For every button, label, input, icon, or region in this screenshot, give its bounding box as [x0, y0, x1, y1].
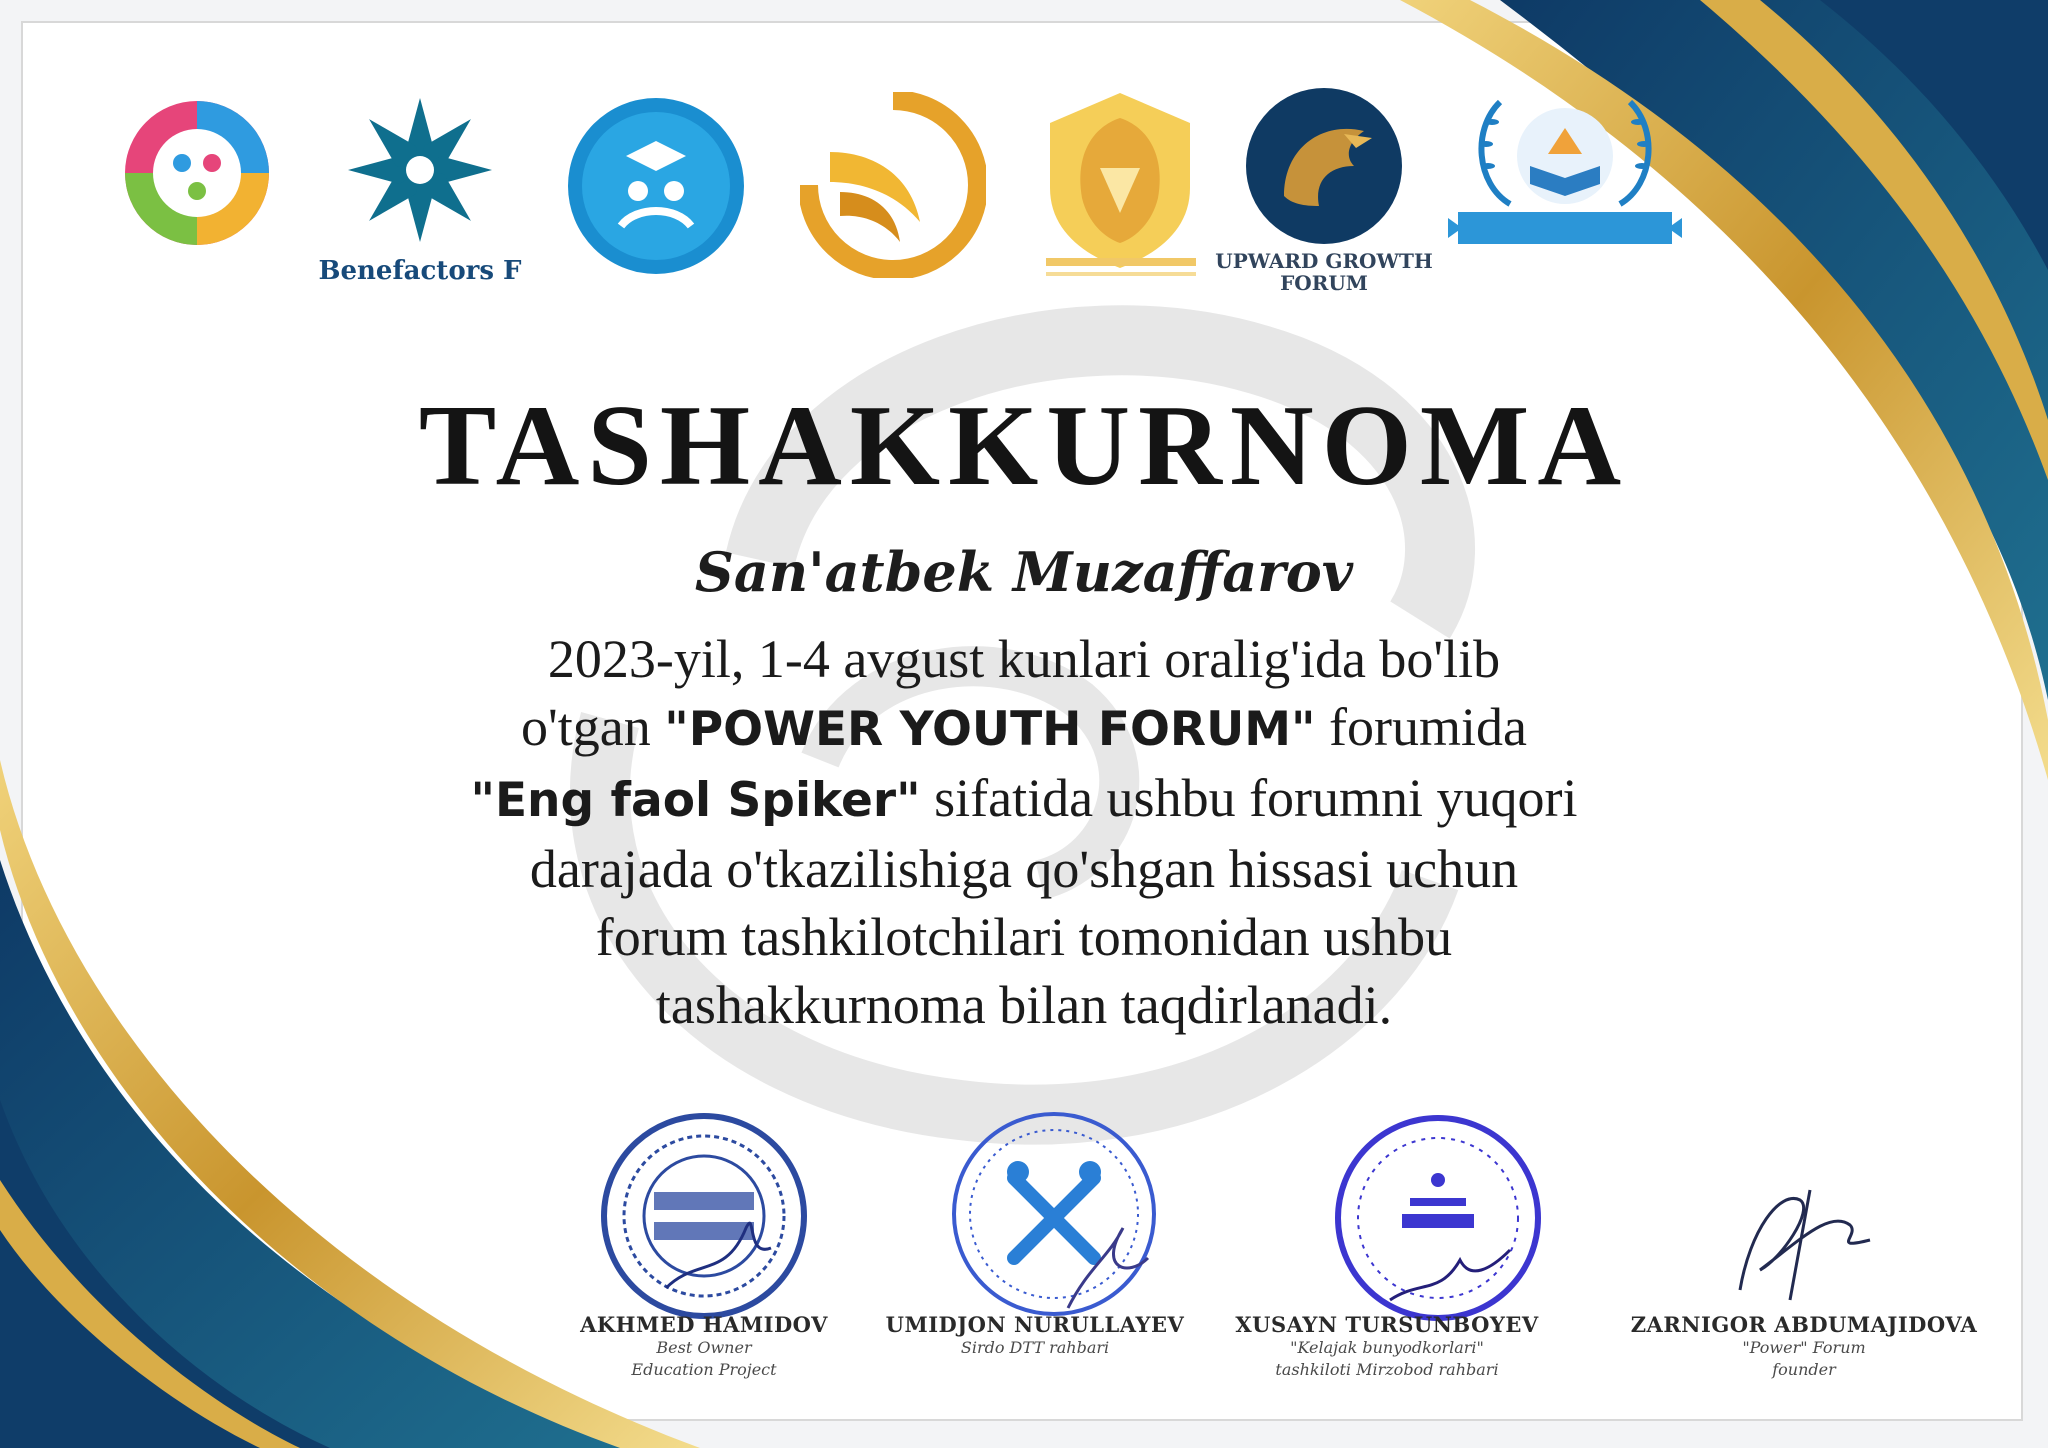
signatory-4-name: ZARNIGOR ABDUMAJIDOVA	[1630, 1312, 1978, 1337]
award-title: "Eng faol Spiker"	[470, 773, 921, 828]
body-line-5: forum tashkilotchilari tomonidan ushbu	[595, 907, 1453, 967]
eagle-circle-logo	[1244, 86, 1404, 246]
colorful-people-circle-logo	[112, 88, 282, 258]
teal-star-people-logo	[338, 88, 502, 252]
signatory-2-name: UMIDJON NURULLAYEV	[885, 1312, 1185, 1337]
body-line-4: darajada o'tkazilishiga qo'shgan hissasi uchun	[529, 839, 1519, 899]
signatory-3-name: XUSAYN TURSUNBOYEV	[1235, 1312, 1539, 1337]
stamp-seal-2	[948, 1108, 1160, 1320]
body-line-1: 2023-yil, 1-4 avgust kunlari oralig'ida bo'lib	[547, 629, 1501, 689]
body-line-3	[300, 764, 1748, 835]
gold-lion-underline-thin	[1046, 272, 1196, 276]
certificate-title: TASHAKKURNOMA	[418, 382, 1630, 510]
forum-name: "POWER YOUTH FORUM"	[664, 702, 1316, 757]
body-line-2	[300, 693, 1748, 764]
signatory-4	[1614, 1312, 1994, 1381]
signatory-1-role-line-1: Best Owner	[656, 1338, 752, 1357]
signatory-4-role-line-1: "Power" Forum	[1742, 1338, 1866, 1357]
gold-lion-logo	[1040, 88, 1200, 278]
laurel-book-logo	[1448, 84, 1682, 254]
blue-circle-figures-logo	[566, 96, 746, 276]
logo-caption-upward-growth: UPWARD GROWTH FORUM	[1215, 249, 1433, 295]
signatory-1-name: AKHMED HAMIDOV	[580, 1312, 828, 1337]
logo-caption-benefactors: Benefactors F	[318, 256, 522, 286]
certificate-body	[300, 625, 1748, 1039]
signatory-1	[514, 1312, 894, 1381]
signatory-3	[1197, 1312, 1577, 1381]
body-line-6: tashakkurnoma bilan taqdirlanadi.	[655, 975, 1393, 1035]
signatory-2	[845, 1312, 1225, 1359]
gold-swoosh-logo	[800, 92, 986, 278]
signatory-2-role-line-1: Sirdo DTT rahbari	[960, 1338, 1110, 1357]
signatory-1-role-line-2: Education Project	[631, 1360, 777, 1379]
signatory-3-role-line-2: tashkiloti Mirzobod rahbari	[1275, 1360, 1499, 1379]
signatory-3-role-line-1: "Kelajak bunyodkorlari"	[1290, 1338, 1484, 1357]
gold-lion-underline	[1046, 258, 1196, 266]
recipient-name: San'atbek Muzaffarov	[694, 540, 1354, 604]
signatory-4-role-line-2: founder	[1772, 1360, 1836, 1379]
body-line-3-post: sifatida ushbu forumni yuqori	[920, 768, 1578, 828]
body-line-2-post: forumida	[1315, 697, 1527, 757]
stamp-seal-3	[1330, 1110, 1546, 1326]
body-line-2-pre: o'tgan	[521, 697, 665, 757]
stamp-seal-1	[596, 1108, 812, 1324]
signature-4	[1720, 1170, 1890, 1310]
